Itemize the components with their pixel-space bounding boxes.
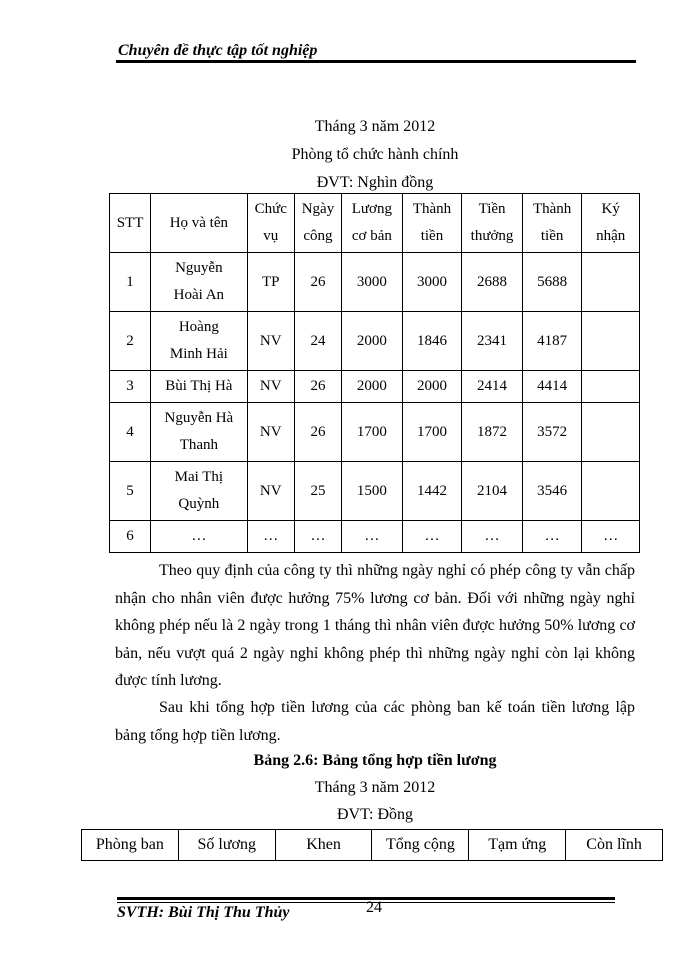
cell-bonus	[462, 371, 523, 403]
cell-days-text: 24	[310, 332, 326, 349]
cell-name-text: Nguyễn	[175, 260, 223, 276]
cell-base-salary-text: 1500	[356, 482, 387, 499]
cell-position-text: NV	[259, 482, 282, 499]
cell-position-text: …	[263, 528, 279, 544]
cell-position-text: TP	[261, 273, 280, 290]
column-header-text: Ngày	[301, 201, 335, 217]
cell-days	[294, 312, 341, 371]
table-row	[110, 521, 640, 553]
cell-days	[294, 403, 341, 462]
cell-stt	[110, 462, 151, 521]
summary-table	[81, 829, 663, 861]
paragraph-policy	[115, 557, 635, 695]
cell-base-salary-text: 1700	[356, 423, 387, 440]
header-rule	[116, 60, 636, 63]
footer-author: SVTH: Bùi Thị Thu Thủy	[117, 904, 290, 921]
cell-position	[247, 403, 294, 462]
column-header-text: vụ	[263, 228, 279, 244]
cell-amount	[402, 403, 462, 462]
column-header-text: Họ và tên	[169, 214, 229, 231]
cell-stt-text: 6	[126, 528, 134, 544]
cell-base-salary-text: 2000	[356, 332, 387, 349]
cell-name-text: Quỳnh	[178, 496, 220, 512]
cell-days	[294, 371, 341, 403]
column-header-text: nhận	[596, 228, 626, 244]
cell-bonus	[462, 521, 523, 553]
table-row	[110, 462, 640, 521]
cell-name	[151, 403, 248, 462]
table-header-row	[110, 194, 640, 253]
page-number: 24	[366, 899, 382, 916]
summary-column-header	[566, 830, 663, 861]
cell-amount	[402, 253, 462, 312]
cell-position	[247, 253, 294, 312]
cell-base-salary-text: 2000	[356, 378, 387, 394]
cell-total-text: 3572	[537, 423, 568, 440]
cell-stt-text: 3	[126, 378, 134, 394]
cell-stt-text: 1	[126, 273, 134, 290]
cell-bonus	[462, 312, 523, 371]
column-header	[462, 194, 523, 253]
cell-total	[522, 403, 582, 462]
cell-position-text: NV	[259, 332, 282, 349]
cell-base-salary	[342, 371, 403, 403]
table-row	[110, 403, 640, 462]
summary-column-header-text: Tổng cộng	[385, 836, 455, 853]
cell-name-text: Minh Hải	[169, 346, 228, 362]
summary-column-header	[178, 830, 275, 861]
cell-total	[522, 521, 582, 553]
cell-name-text: …	[191, 528, 207, 544]
cell-position-text: NV	[259, 423, 282, 440]
column-header-text: Ký	[601, 201, 620, 217]
cell-stt	[110, 521, 151, 553]
cell-total-text: 3546	[537, 482, 568, 499]
table1-unit: ĐVT: Nghìn đồng	[316, 174, 434, 191]
table-row	[110, 253, 640, 312]
cell-signature-text: …	[603, 528, 619, 544]
cell-days-text: …	[310, 528, 326, 544]
paragraph-summary-text: Sau khi tổng hợp tiền lương của các phòng ban kế toán tiền lương lập bảng tổng hợp tiền lương.	[115, 699, 635, 744]
cell-position	[247, 521, 294, 553]
cell-bonus-text: …	[484, 528, 500, 544]
cell-signature	[582, 403, 640, 462]
column-header-text: công	[303, 228, 333, 244]
cell-position-text: NV	[259, 378, 282, 394]
column-header-text: Chức	[254, 201, 287, 217]
cell-base-salary-text: 3000	[356, 273, 387, 290]
cell-bonus-text: 2341	[477, 332, 508, 349]
summary-header-row	[82, 830, 663, 861]
column-header-text: STT	[116, 214, 144, 231]
column-header-text: Thành	[412, 201, 452, 217]
salary-table	[109, 193, 640, 553]
column-header-text: Tiền	[478, 201, 506, 217]
cell-amount-text: 2000	[416, 378, 447, 394]
cell-total	[522, 253, 582, 312]
column-header-text: cơ bản	[351, 228, 392, 244]
cell-signature	[582, 312, 640, 371]
cell-amount-text: 1846	[416, 332, 447, 349]
table-row	[110, 312, 640, 371]
summary-column-header-text: Khen	[306, 836, 341, 853]
summary-column-header	[275, 830, 372, 861]
cell-days-text: 26	[310, 378, 326, 394]
column-header	[402, 194, 462, 253]
table1-month: Tháng 3 năm 2012	[314, 118, 436, 135]
cell-total	[522, 312, 582, 371]
cell-total-text: …	[544, 528, 560, 544]
cell-days-text: 26	[310, 423, 326, 440]
summary-column-header-text: Phòng ban	[95, 836, 164, 853]
cell-amount	[402, 371, 462, 403]
cell-amount-text: 1700	[416, 423, 447, 440]
cell-amount-text: …	[424, 528, 440, 544]
cell-bonus	[462, 253, 523, 312]
column-header-text: Lương	[351, 201, 392, 217]
cell-bonus-text: 2688	[477, 273, 508, 290]
cell-amount	[402, 312, 462, 371]
cell-amount-text: 3000	[416, 273, 447, 290]
cell-days	[294, 253, 341, 312]
cell-days-text: 25	[310, 482, 326, 499]
cell-name	[151, 521, 248, 553]
column-header-text: Thành	[532, 201, 572, 217]
cell-position	[247, 312, 294, 371]
cell-base-salary	[342, 462, 403, 521]
cell-stt	[110, 403, 151, 462]
column-header	[247, 194, 294, 253]
cell-days-text: 26	[310, 273, 326, 290]
column-header-text: tiền	[420, 228, 444, 244]
summary-column-header-text: Còn lĩnh	[586, 836, 642, 853]
cell-name	[151, 312, 248, 371]
cell-name	[151, 371, 248, 403]
table2-unit: ĐVT: Đồng	[336, 806, 414, 823]
document-header-title: Chuyên đề thực tập tốt nghiệp	[118, 42, 318, 59]
cell-name	[151, 462, 248, 521]
cell-signature	[582, 462, 640, 521]
cell-total-text: 4414	[537, 378, 568, 394]
column-header	[151, 194, 248, 253]
cell-stt	[110, 371, 151, 403]
cell-signature	[582, 521, 640, 553]
cell-base-salary	[342, 403, 403, 462]
cell-total-text: 4187	[537, 332, 568, 349]
cell-stt	[110, 312, 151, 371]
cell-bonus	[462, 462, 523, 521]
cell-base-salary	[342, 312, 403, 371]
column-header	[582, 194, 640, 253]
cell-name-text: Hoàng	[178, 319, 219, 335]
cell-stt-text: 2	[126, 332, 134, 349]
cell-stt-text: 4	[126, 423, 134, 440]
cell-total-text: 5688	[537, 273, 568, 290]
cell-stt	[110, 253, 151, 312]
column-header-text: thưởng	[470, 228, 514, 244]
column-header	[522, 194, 582, 253]
summary-column-header	[372, 830, 469, 861]
cell-amount	[402, 462, 462, 521]
paragraph-policy-text: Theo quy định của công ty thì những ngày nghỉ có phép công ty vẫn chấp nhận cho nhân viên được hưởng 75% lương cơ bản. Đối với những ngày nghỉ không phép nếu là 2 ngày trong 1 tháng thì nhân viên được hưởng 50% lương cơ bản, nếu vượt quá 2 ngày nghỉ không phép thì những ngày nghỉ còn lại không được tính lương.	[115, 562, 635, 689]
table-row	[110, 371, 640, 403]
column-header	[110, 194, 151, 253]
cell-stt-text: 5	[126, 482, 134, 499]
paragraph-summary	[115, 694, 635, 749]
cell-base-salary-text: …	[364, 528, 380, 544]
cell-total	[522, 462, 582, 521]
cell-total	[522, 371, 582, 403]
table2-title: Bảng 2.6: Bảng tổng hợp tiền lương	[253, 752, 497, 769]
cell-signature	[582, 253, 640, 312]
column-header-text: tiền	[540, 228, 564, 244]
cell-amount-text: 1442	[416, 482, 447, 499]
cell-bonus-text: 2104	[477, 482, 508, 499]
summary-column-header-text: Tạm ứng	[488, 836, 547, 853]
cell-position	[247, 371, 294, 403]
cell-base-salary	[342, 521, 403, 553]
cell-name-text: Nguyễn Hà	[164, 410, 234, 426]
cell-name-text: Hoài An	[173, 287, 225, 303]
summary-column-header	[82, 830, 179, 861]
cell-name-text: Mai Thị	[174, 469, 224, 485]
cell-days	[294, 462, 341, 521]
cell-name	[151, 253, 248, 312]
cell-days	[294, 521, 341, 553]
cell-name-text: Thanh	[179, 437, 219, 453]
summary-column-header	[469, 830, 566, 861]
cell-bonus-text: 1872	[477, 423, 508, 440]
cell-position	[247, 462, 294, 521]
cell-bonus	[462, 403, 523, 462]
cell-base-salary	[342, 253, 403, 312]
cell-bonus-text: 2414	[477, 378, 508, 394]
table1-department: Phòng tổ chức hành chính	[291, 146, 459, 163]
summary-column-header-text: Số lương	[197, 836, 256, 853]
column-header	[342, 194, 403, 253]
table2-month: Tháng 3 năm 2012	[314, 779, 436, 796]
cell-signature	[582, 371, 640, 403]
cell-name-text: Bùi Thị Hà	[165, 378, 233, 394]
cell-amount	[402, 521, 462, 553]
column-header	[294, 194, 341, 253]
